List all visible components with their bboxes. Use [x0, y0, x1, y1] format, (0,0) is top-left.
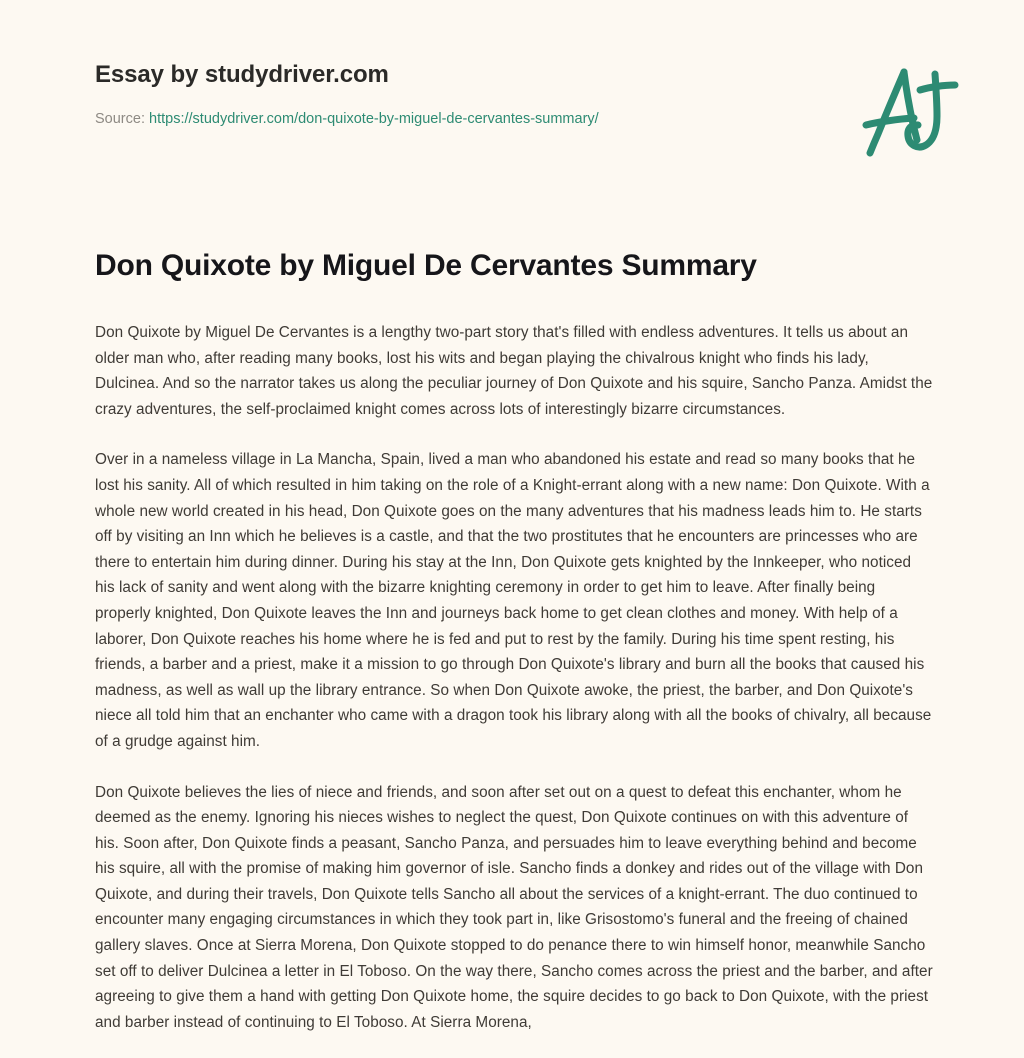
essay-by-heading: Essay by studydriver.com — [95, 61, 389, 88]
article-paragraph: Don Quixote by Miguel De Cervantes is a lengthy two-part story that's filled with endless adventures. It tells us about an older man who, after reading many books, lost his wits and began playing the chivalrous knight who finds his lady, Dulcinea. And so the narrator takes us along the peculiar journey of Don Quixote and his squire, Sancho Panza. Amidst the crazy adventures, the self-proclaimed knight comes across lots of interestingly bizarre circumstances. — [95, 324, 933, 418]
source-line — [95, 110, 599, 129]
header-text-block — [95, 62, 599, 129]
studydriver-a-plus-logo-icon[interactable] — [852, 58, 962, 162]
article-paragraph: Don Quixote believes the lies of niece and friends, and soon after set out on a quest to defeat this enchanter, whom he deemed as the enemy. Ignoring his nieces wishes to neglect the quest, Don Quixote continues on with this adventure of his. Soon after, Don Quixote finds a peasant, Sancho Panza, and persuades him to leave everything behind and become his squire, all with the promise of making him governor of isle. Sancho finds a donkey and rides out of the village with Don Quixote, and during their travels, Don Quixote tells Sancho all about the services of a knight-errant. The duo continued to encounter many engaging circumstances in which they took part in, like Grisostomo's funeral and the freeing of chained gallery slaves. Once at Sierra Morena, Don Quixote stopped to do penance there to win himself honor, meanwhile Sancho set off to deliver Dulcinea a letter in El Toboso. On the way there, Sancho comes across the priest and the barber, and after agreeing to give them a hand with getting Don Quixote home, the squire decides to go back to Don Quixote, with the priest and barber instead of continuing to El Toboso. At Sierra Morena, — [95, 783, 933, 1031]
a-plus-logo-svg — [852, 58, 962, 162]
article — [95, 248, 933, 1035]
article-paragraph: Over in a nameless village in La Mancha, Spain, lived a man who abandoned his estate and read so many books that he lost his sanity. All of which resulted in him taking on the role of a Knight-errant along with a new name: Don Quixote. With a whole new world created in his head, Don Quixote goes on the many adventures that his madness leads him to. He starts off by visiting an Inn which he believes is a castle, and that the two prostitutes that he encounters are princesses who are there to entertain him during dinner. During his stay at the Inn, Don Quixote gets knighted by the Innkeeper, who noticed his lack of sanity and went along with the bizarre knighting ceremony in order to get him to leave. After finally being properly knighted, Don Quixote leaves the Inn and journeys back home to get clean clothes and money. With help of a laborer, Don Quixote reaches his home where he is fed and put to rest by the family. During his time spent resting, his friends, a barber and a priest, make it a mission to go through Don Quixote's library and burn all the books that caused his madness, as well as wall up the library entrance. So when Don Quixote awoke, the priest, the barber, and Don Quixote's niece all told him that an enchanter who came with a dragon took his library along with all the books of chivalry, all because of a grudge against him. — [95, 451, 932, 750]
article-body — [95, 320, 933, 1035]
source-url-link[interactable]: https://studydriver.com/don-quixote-by-miguel-de-cervantes-summary/ — [149, 111, 599, 128]
source-label: Source: — [95, 111, 145, 128]
page-title: Don Quixote by Miguel De Cervantes Summary — [95, 249, 757, 282]
